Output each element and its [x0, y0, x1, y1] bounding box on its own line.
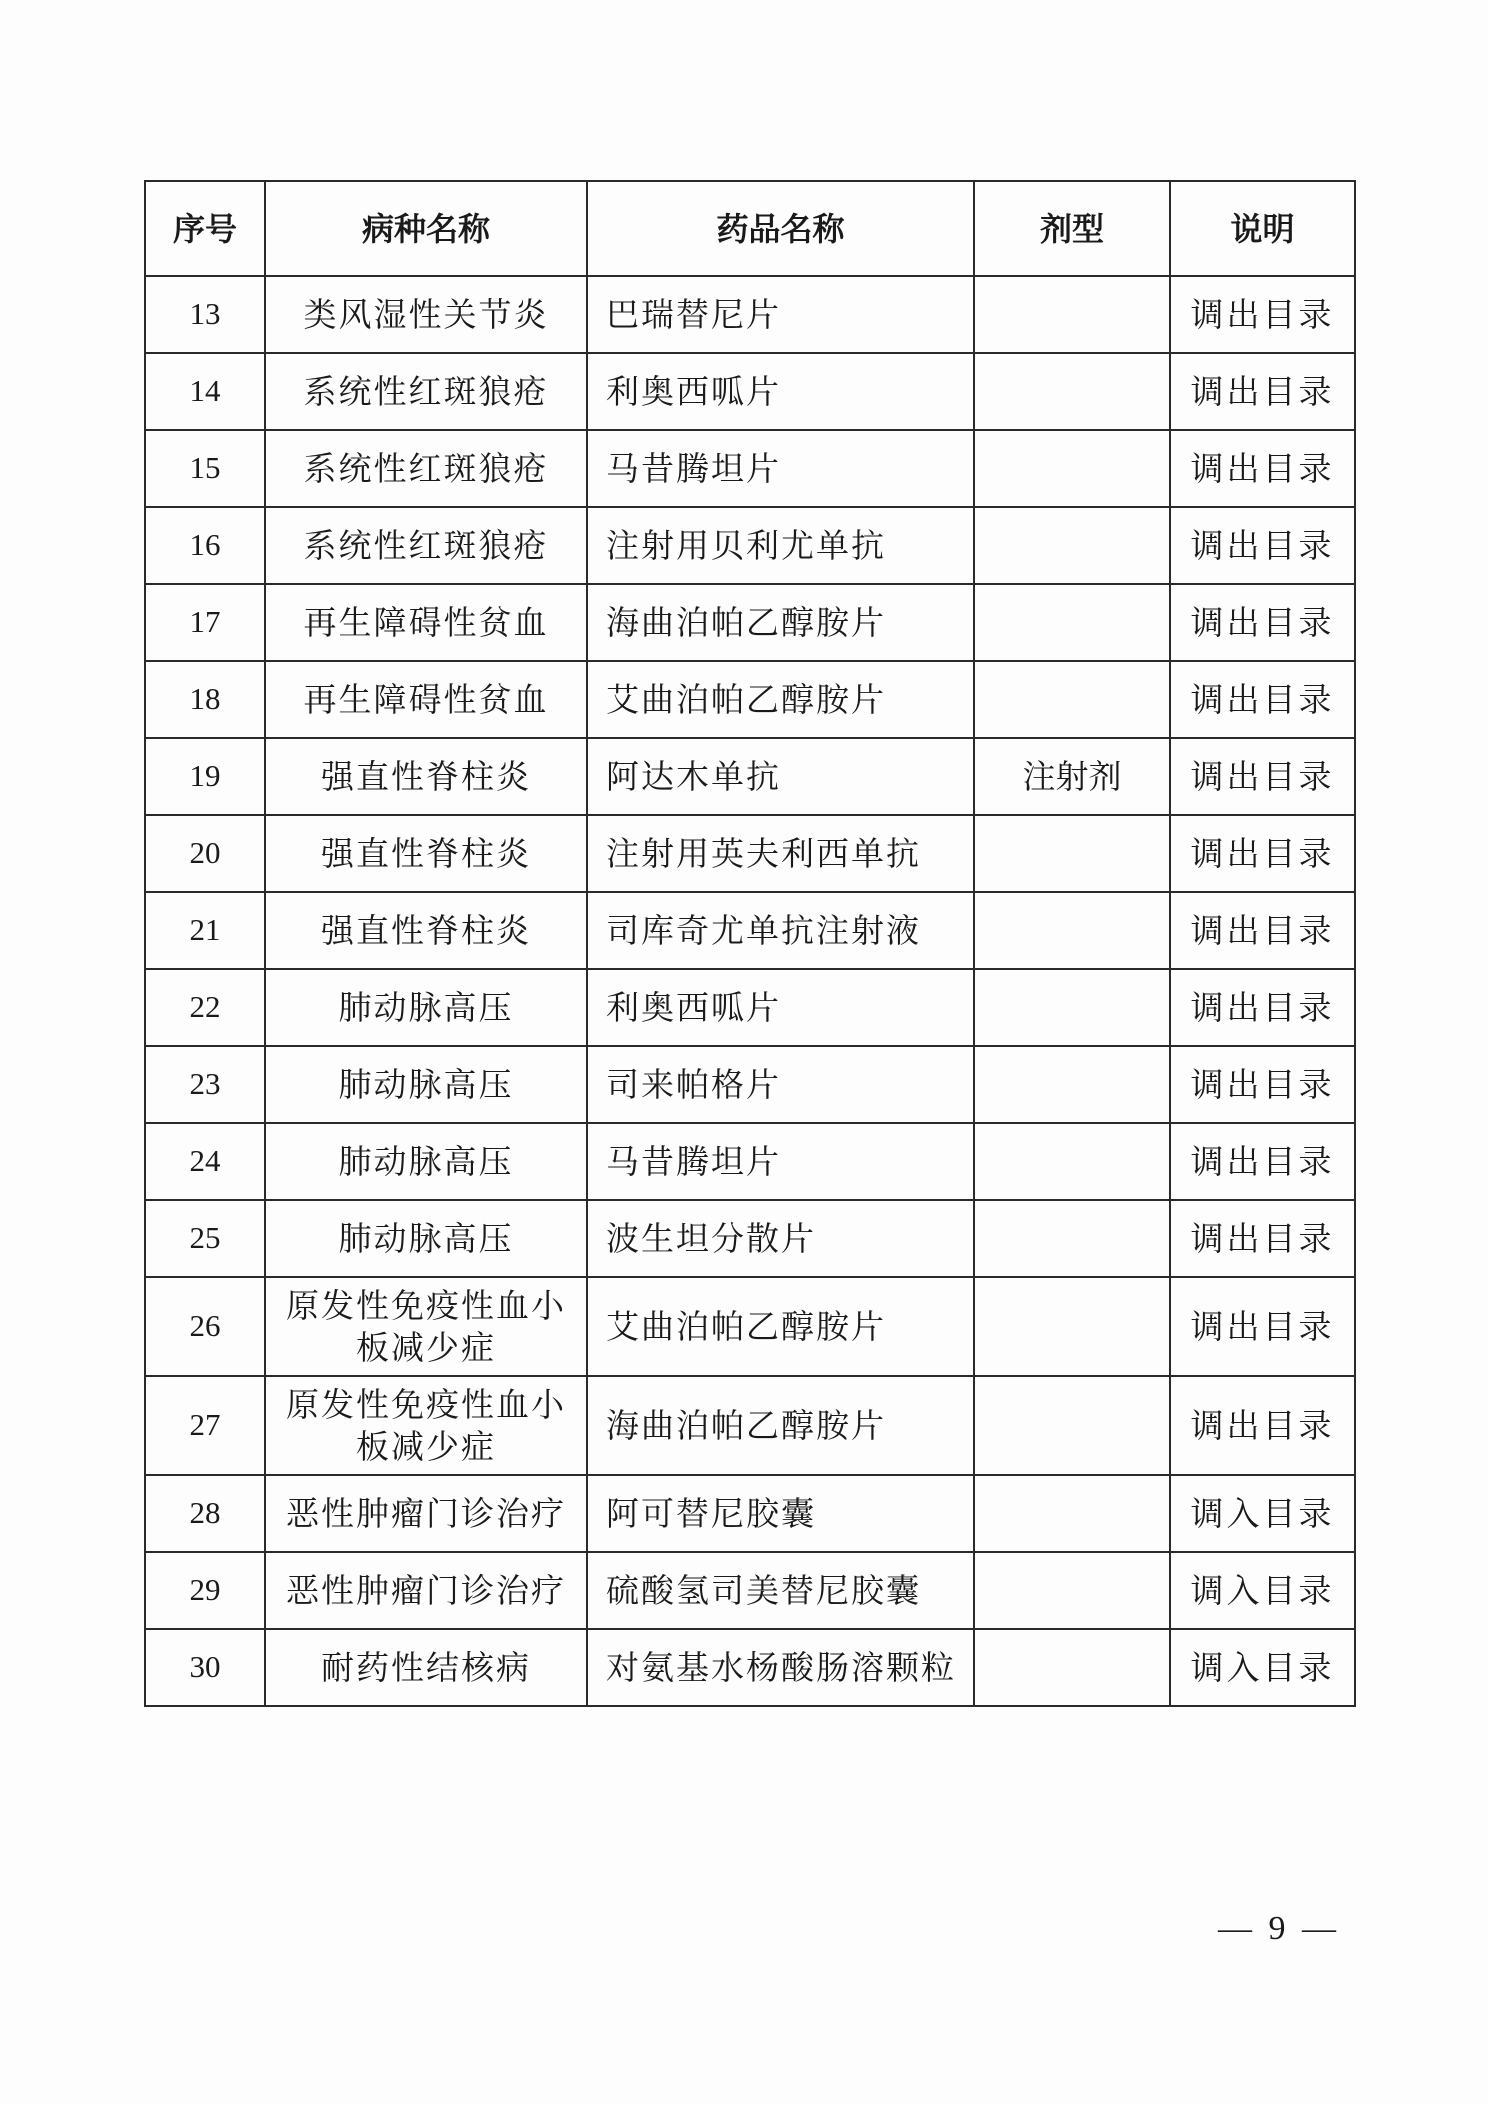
table-row: [145, 892, 1355, 969]
cell-disease: 系统性红斑狼疮: [265, 430, 587, 507]
cell-seq: 14: [145, 353, 265, 430]
table-row: [145, 430, 1355, 507]
cell-seq: 26: [145, 1277, 265, 1376]
cell-seq: 20: [145, 815, 265, 892]
cell-drug: 阿可替尼胶囊: [587, 1475, 974, 1552]
cell-note: 调出目录: [1170, 584, 1355, 661]
cell-drug: 艾曲泊帕乙醇胺片: [587, 1277, 974, 1376]
cell-disease-line1: 原发性免疫性血小: [286, 1385, 566, 1425]
table-row: [145, 815, 1355, 892]
cell-drug: 海曲泊帕乙醇胺片: [587, 584, 974, 661]
cell-form: [974, 584, 1170, 661]
cell-disease: 肺动脉高压: [265, 1123, 587, 1200]
cell-note: 调出目录: [1170, 969, 1355, 1046]
cell-note: 调入目录: [1170, 1552, 1355, 1629]
table-row: [145, 738, 1355, 815]
cell-disease: 强直性脊柱炎: [265, 738, 587, 815]
cell-disease: 恶性肿瘤门诊治疗: [265, 1552, 587, 1629]
cell-seq: 18: [145, 661, 265, 738]
cell-disease: 肺动脉高压: [265, 969, 587, 1046]
cell-drug: 硫酸氢司美替尼胶囊: [587, 1552, 974, 1629]
table-row: [145, 661, 1355, 738]
cell-disease-line2: 板减少症: [356, 1426, 496, 1466]
cell-drug: 马昔腾坦片: [587, 430, 974, 507]
cell-note: 调出目录: [1170, 353, 1355, 430]
header-note: 说明: [1170, 181, 1355, 276]
cell-form: [974, 1277, 1170, 1376]
cell-disease: 强直性脊柱炎: [265, 815, 587, 892]
cell-form: 注射剂: [974, 738, 1170, 815]
header-drug: 药品名称: [587, 181, 974, 276]
cell-seq: 15: [145, 430, 265, 507]
cell-note: 调出目录: [1170, 276, 1355, 353]
table-row: [145, 1475, 1355, 1552]
table-row: [145, 584, 1355, 661]
cell-disease: 系统性红斑狼疮: [265, 353, 587, 430]
cell-form: [974, 661, 1170, 738]
cell-form: [974, 353, 1170, 430]
table-row: [145, 1200, 1355, 1277]
cell-form: [974, 1200, 1170, 1277]
cell-seq: 24: [145, 1123, 265, 1200]
header-disease: 病种名称: [265, 181, 587, 276]
cell-drug: 司库奇尤单抗注射液: [587, 892, 974, 969]
cell-note: 调出目录: [1170, 1046, 1355, 1123]
cell-disease: 耐药性结核病: [265, 1629, 587, 1706]
cell-disease-line2: 板减少症: [356, 1327, 496, 1367]
cell-drug: 司来帕格片: [587, 1046, 974, 1123]
cell-drug: 对氨基水杨酸肠溶颗粒: [587, 1629, 974, 1706]
cell-drug: 阿达木单抗: [587, 738, 974, 815]
header-form: 剂型: [974, 181, 1170, 276]
cell-form: [974, 1629, 1170, 1706]
cell-note: 调出目录: [1170, 892, 1355, 969]
table-row: [145, 1277, 1355, 1376]
cell-drug: 艾曲泊帕乙醇胺片: [587, 661, 974, 738]
table-row: [145, 1046, 1355, 1123]
cell-seq: 16: [145, 507, 265, 584]
table-row: [145, 1123, 1355, 1200]
cell-seq: 29: [145, 1552, 265, 1629]
cell-note: 调出目录: [1170, 815, 1355, 892]
cell-form: [974, 276, 1170, 353]
cell-form: [974, 892, 1170, 969]
cell-drug: 马昔腾坦片: [587, 1123, 974, 1200]
cell-drug: 注射用贝利尤单抗: [587, 507, 974, 584]
cell-note: 调入目录: [1170, 1475, 1355, 1552]
cell-seq: 28: [145, 1475, 265, 1552]
cell-drug: 巴瑞替尼片: [587, 276, 974, 353]
table-header-row: [145, 181, 1355, 276]
cell-seq: 25: [145, 1200, 265, 1277]
cell-drug: 利奥西呱片: [587, 969, 974, 1046]
table-row: [145, 1552, 1355, 1629]
table-row: [145, 276, 1355, 353]
cell-form: [974, 507, 1170, 584]
cell-form: [974, 1376, 1170, 1475]
cell-note: 调出目录: [1170, 738, 1355, 815]
cell-disease: 再生障碍性贫血: [265, 584, 587, 661]
cell-form: [974, 1046, 1170, 1123]
cell-seq: 23: [145, 1046, 265, 1123]
cell-seq: 13: [145, 276, 265, 353]
cell-disease: 恶性肿瘤门诊治疗: [265, 1475, 587, 1552]
cell-note: 调出目录: [1170, 661, 1355, 738]
cell-seq: 21: [145, 892, 265, 969]
page-number: — 9 —: [1218, 1910, 1340, 1947]
cell-note: 调入目录: [1170, 1629, 1355, 1706]
cell-form: [974, 815, 1170, 892]
cell-form: [974, 430, 1170, 507]
table-row: [145, 1629, 1355, 1706]
cell-disease: 肺动脉高压: [265, 1046, 587, 1123]
cell-disease: 肺动脉高压: [265, 1200, 587, 1277]
cell-disease: [265, 1277, 587, 1376]
cell-disease: 再生障碍性贫血: [265, 661, 587, 738]
cell-note: 调出目录: [1170, 1376, 1355, 1475]
table-row: [145, 507, 1355, 584]
cell-seq: 22: [145, 969, 265, 1046]
cell-drug: 海曲泊帕乙醇胺片: [587, 1376, 974, 1475]
cell-seq: 17: [145, 584, 265, 661]
header-seq: 序号: [145, 181, 265, 276]
cell-note: 调出目录: [1170, 1277, 1355, 1376]
cell-drug: 利奥西呱片: [587, 353, 974, 430]
cell-form: [974, 1552, 1170, 1629]
cell-disease: [265, 1376, 587, 1475]
cell-disease-line1: 原发性免疫性血小: [286, 1286, 566, 1326]
cell-form: [974, 969, 1170, 1046]
cell-disease: 强直性脊柱炎: [265, 892, 587, 969]
cell-disease: 系统性红斑狼疮: [265, 507, 587, 584]
cell-drug: 波生坦分散片: [587, 1200, 974, 1277]
cell-note: 调出目录: [1170, 430, 1355, 507]
cell-form: [974, 1475, 1170, 1552]
cell-note: 调出目录: [1170, 1200, 1355, 1277]
table-row: [145, 1376, 1355, 1475]
cell-seq: 19: [145, 738, 265, 815]
table-row: [145, 353, 1355, 430]
table-row: [145, 969, 1355, 1046]
drug-catalog-table: [144, 180, 1356, 1707]
cell-form: [974, 1123, 1170, 1200]
cell-drug: 注射用英夫利西单抗: [587, 815, 974, 892]
cell-disease: 类风湿性关节炎: [265, 276, 587, 353]
cell-seq: 27: [145, 1376, 265, 1475]
cell-note: 调出目录: [1170, 1123, 1355, 1200]
cell-note: 调出目录: [1170, 507, 1355, 584]
cell-seq: 30: [145, 1629, 265, 1706]
